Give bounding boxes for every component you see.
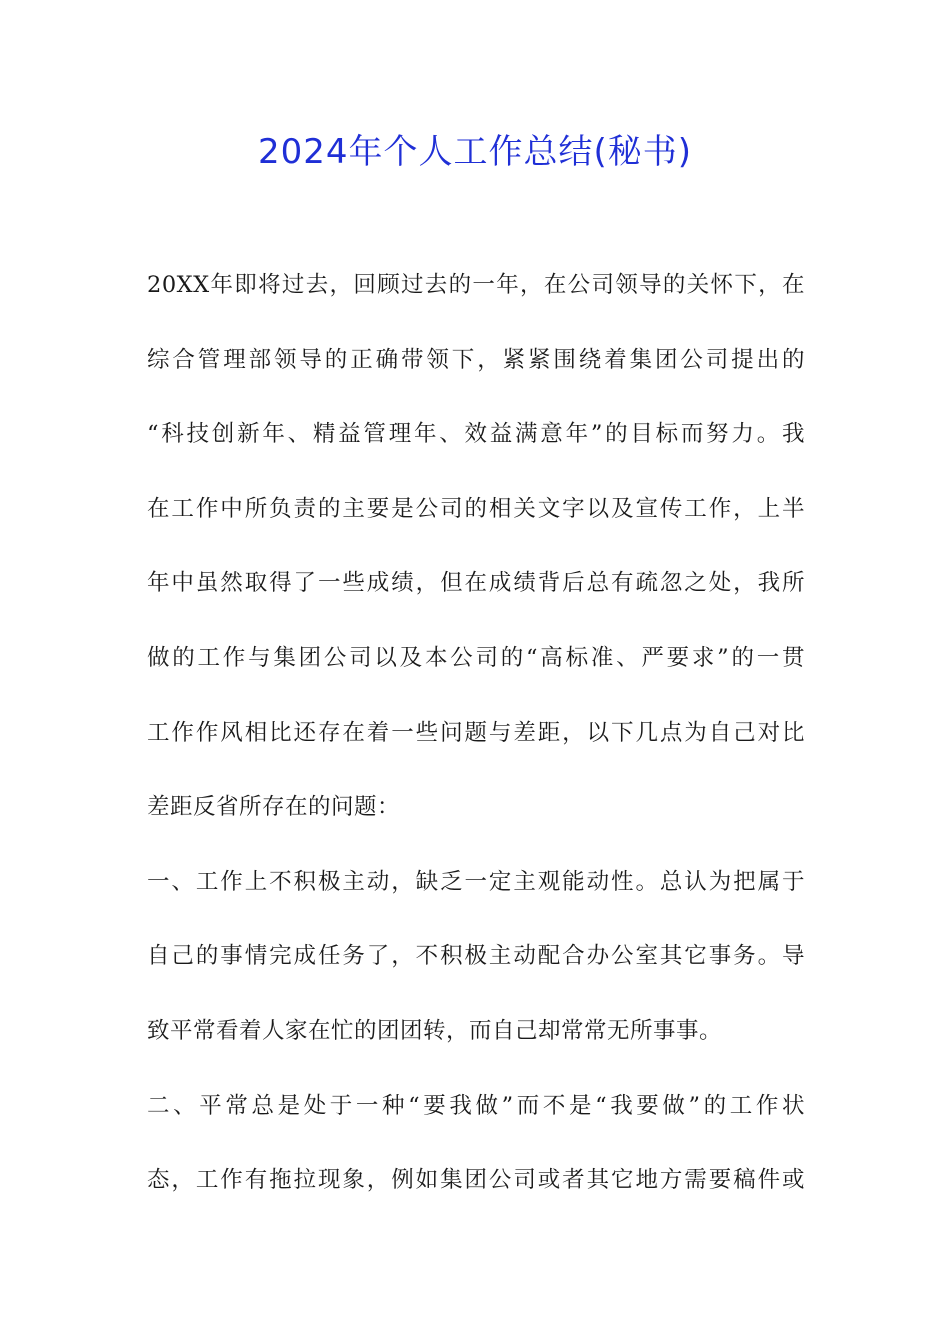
text-line: 工作作风相比还存在着一些问题与差距，以下几点为自己对比 bbox=[147, 719, 805, 746]
text-line: 致平常看着人家在忙的团团转，而自己却常常无所事事。 bbox=[147, 1017, 723, 1044]
text-line: 差距反省所存在的问题： bbox=[147, 794, 401, 821]
text-line: 一、工作上不积极主动，缺乏一定主观能动性。总认为把属于 bbox=[147, 868, 805, 895]
page-title: 2024年个人工作总结(秘书) bbox=[257, 132, 693, 172]
text-line: 自己的事情完成任务了，不积极主动配合办公室其它事务。导 bbox=[147, 943, 805, 970]
document-body bbox=[147, 257, 805, 1227]
text-line: 在工作中所负责的主要是公司的相关文字以及宣传工作，上半 bbox=[147, 495, 805, 522]
text-line: 20XX年即将过去，回顾过去的一年，在公司领导的关怀下，在 bbox=[147, 272, 805, 298]
text-line: 二、平常总是处于一种“要我做”而不是“我要做”的工作状 bbox=[147, 1092, 805, 1119]
text-line: 做的工作与集团公司以及本公司的“高标准、严要求”的一贯 bbox=[147, 644, 805, 671]
text-line: “科技创新年、精益管理年、效益满意年”的目标而努力。我 bbox=[147, 421, 805, 448]
text-line: 年中虽然取得了一些成绩，但在成绩背后总有疏忽之处，我所 bbox=[147, 570, 805, 597]
text-line: 综合管理部领导的正确带领下，紧紧围绕着集团公司提出的 bbox=[147, 346, 805, 373]
text-line: 态，工作有拖拉现象，例如集团公司或者其它地方需要稿件或 bbox=[147, 1167, 805, 1194]
